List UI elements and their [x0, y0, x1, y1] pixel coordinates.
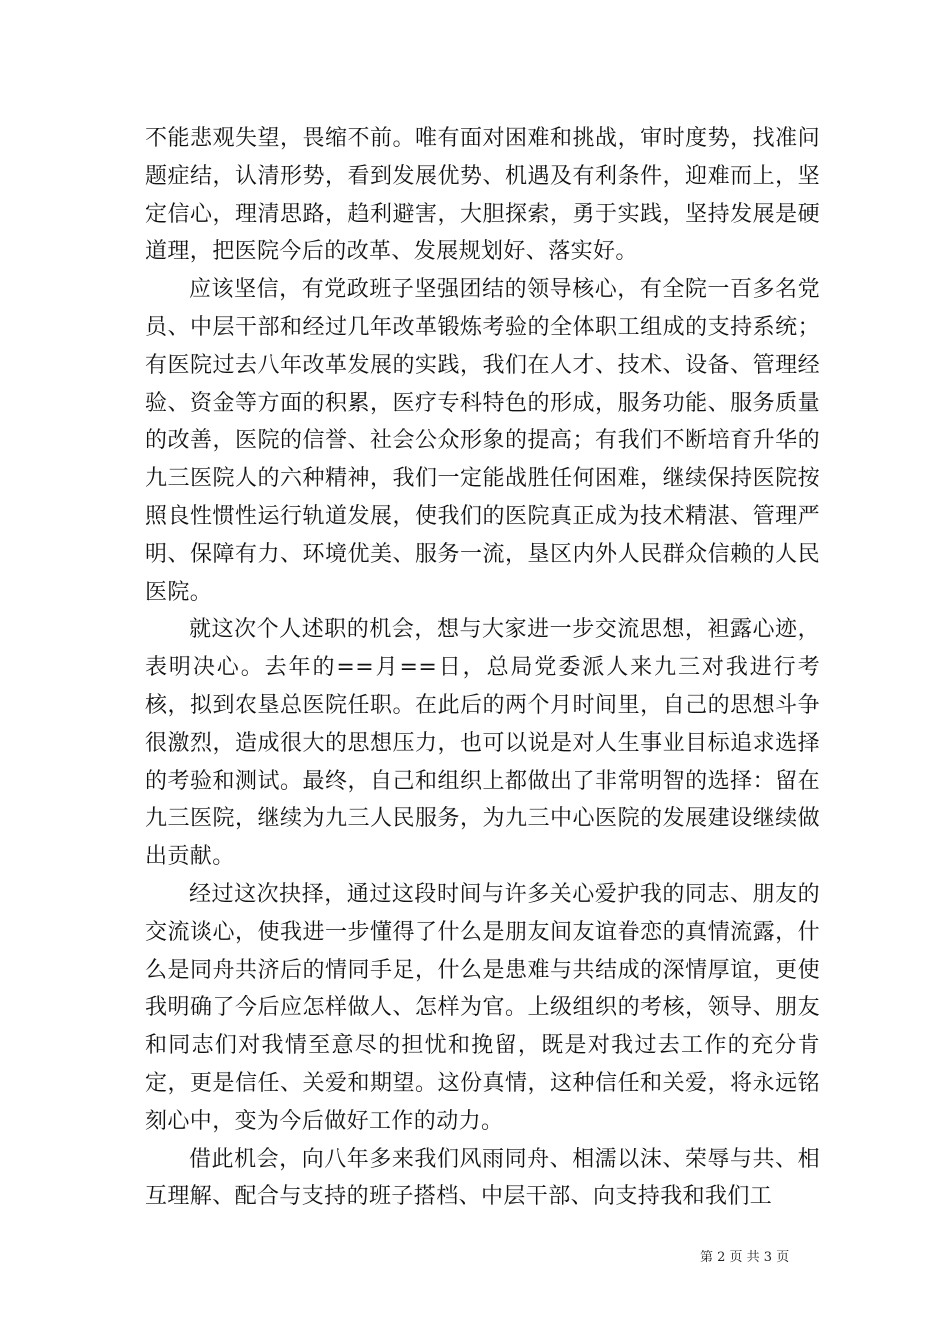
- paragraph-2: 应该坚信，有党政班子坚强团结的领导核心，有全院一百多名党员、中层干部和经过几年改革锻炼考验的全体职工组成的支持系统；有医院过去八年改革发展的实践，我们在人才、技术、设备、管理经验、资金等方面的积累，医疗专科特色的形成，服务功能、服务质量的改善，医院的信誉、社会公众形象的提高；有我们不断培育升华的九三医院人的六种精神，我们一定能战胜任何困难，继续保持医院按照良性惯性运行轨道发展，使我们的医院真正成为技术精湛、管理严明、保障有力、环境优美、服务一流，垦区内外人民群众信赖的人民医院。: [145, 277, 820, 605]
- document-body: [145, 120, 820, 1216]
- paragraph-3: 就这次个人述职的机会，想与大家进一步交流思想，袒露心迹，表明决心。去年的==月==日，总局党委派人来九三对我进行考核，拟到农垦总医院任职。在此后的两个月时间里，自己的思想斗争很激烈，造成很大的思想压力，也可以说是对人生事业目标追求选择的考验和测试。最终，自己和组织上都做出了非常明智的选择：留在九三医院，继续为九三人民服务，为九三中心医院的发展建设继续做出贡献。: [145, 617, 820, 870]
- paragraph-5: 借此机会，向八年多来我们风雨同舟、相濡以沫、荣辱与共、相互理解、配合与支持的班子搭档、中层干部、向支持我和我们工: [145, 1146, 820, 1210]
- paragraph-continued: 不能悲观失望，畏缩不前。唯有面对困难和挑战，审时度势，找准问题症结，认清形势，看到发展优势、机遇及有利条件，迎难而上，坚定信心，理清思路，趋利避害，大胆探索，勇于实践，坚持发展是硬道理，把医院今后的改革、发展规划好、落实好。: [145, 126, 820, 265]
- paragraph-4: 经过这次抉择，通过这段时间与许多关心爱护我的同志、朋友的交流谈心，使我进一步懂得了什么是朋友间友谊眷恋的真情流露，什么是同舟共济后的情同手足，什么是患难与共结成的深情厚谊，更使我明确了今后应怎样做人、怎样为官。上级组织的考核，领导、朋友和同志们对我情至意尽的担忧和挽留，既是对我过去工作的充分肯定，更是信任、关爱和期望。这份真情，这种信任和关爱，将永远铭刻心中，变为今后做好工作的动力。: [145, 881, 820, 1134]
- page-number-footer: 第 2 页 共 3 页: [700, 1250, 790, 1265]
